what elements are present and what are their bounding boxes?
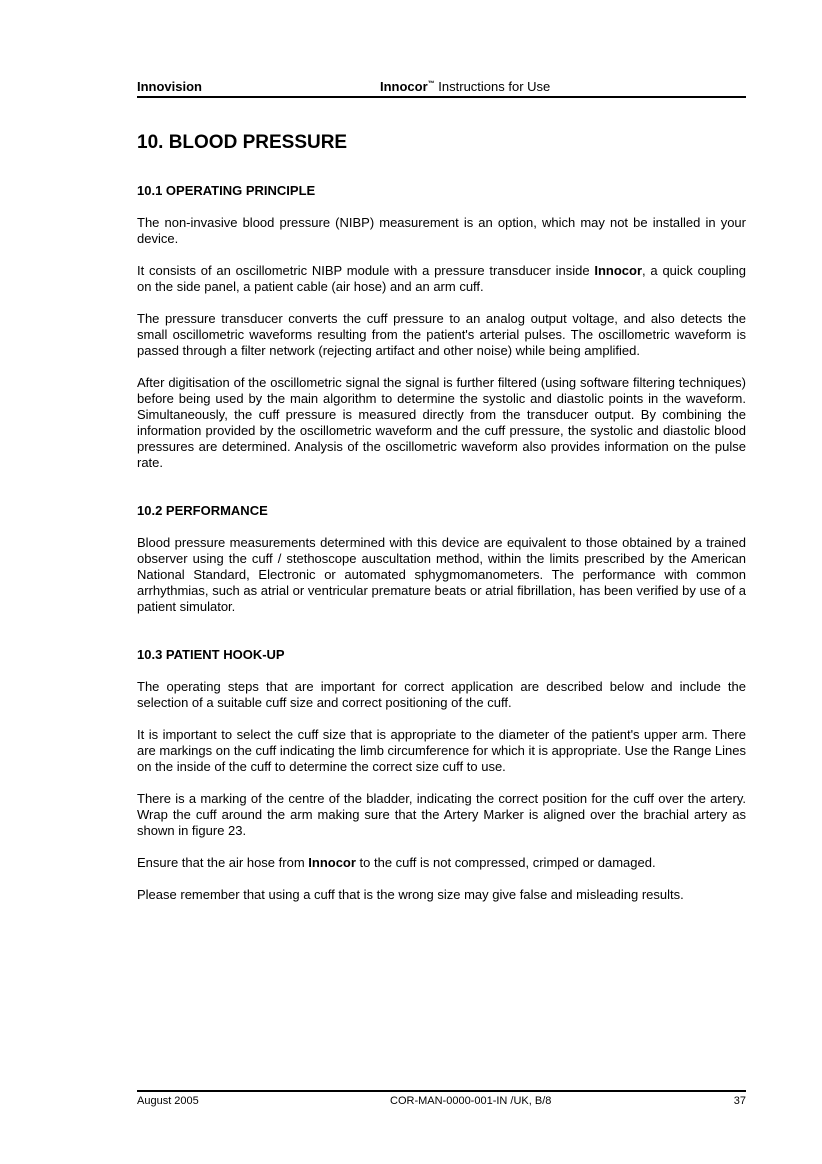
document-title xyxy=(380,79,550,94)
section-heading-patient-hook-up: 10.3 PATIENT HOOK-UP xyxy=(137,647,285,662)
document-title-suffix: Instructions for Use xyxy=(434,79,551,94)
page-footer xyxy=(137,1090,746,1108)
footer-document-number: COR-MAN-0000-001-IN /UK, B/8 xyxy=(390,1095,552,1107)
paragraph: It consists of an oscillometric NIBP module with a pressure transducer inside Innocor, a quick coupling on the side panel, a patient cable (air hose) and an arm cuff. xyxy=(137,263,746,294)
section-heading-operating-principle: 10.1 OPERATING PRINCIPLE xyxy=(137,183,316,198)
page-header xyxy=(137,78,746,98)
paragraph: The pressure transducer converts the cuff pressure to an analog output voltage, and also detects the small oscillometric waveforms resulting from the patient's arterial pulses. The oscillometric waveform is passed through a filter network (rejecting artifact and other noise) while being amplified. xyxy=(137,311,746,358)
paragraph: The non-invasive blood pressure (NIBP) measurement is an option, which may not be installed in your device. xyxy=(137,215,746,246)
paragraph: Please remember that using a cuff that is the wrong size may give false and misleading results. xyxy=(137,887,684,902)
product-name-inline: Innocor xyxy=(308,855,356,870)
paragraph: Ensure that the air hose from Innocor to the cuff is not compressed, crimped or damaged. xyxy=(137,855,656,870)
paragraph: The operating steps that are important for correct application are described below and include the selection of a suitable cuff size and correct positioning of the cuff. xyxy=(137,679,746,710)
paragraph: There is a marking of the centre of the bladder, indicating the correct position for the cuff over the artery. Wrap the cuff around the arm making sure that the Artery Marker is aligned over the brachial artery as shown in figure 23. xyxy=(137,791,746,838)
footer-date: August 2005 xyxy=(137,1095,199,1107)
product-name-inline: Innocor xyxy=(594,263,643,278)
paragraph: It is important to select the cuff size that is appropriate to the diameter of the patient's upper arm. There are markings on the cuff indicating the limb circumference for which it is appropriate. Use the Range Lines on the inside of the cuff to determine the correct size cuff to use. xyxy=(137,727,746,774)
product-name: Innocor xyxy=(380,79,428,94)
trademark-symbol: ™ xyxy=(427,80,435,88)
paragraph: Blood pressure measurements determined with this device are equivalent to those obtained by a trained observer using the cuff / stethoscope auscultation method, within the limits prescribed by the American National Standard, Electronic or automated sphygmomanometers. The performance with common arrhythmias, such as atrial or ventricular premature beats or atrial fibrillation, has been verified by use of a patient simulator. xyxy=(137,535,746,614)
paragraph: After digitisation of the oscillometric signal the signal is further filtered (using software filtering techniques) before being used by the main algorithm to determine the systolic and diastolic points in the waveform. Simultaneously, the cuff pressure is measured directly from the transducer output. By combining the information provided by the oscillometric waveform and the cuff pressure, the systolic and diastolic blood pressures are determined. Analysis of the oscillometric waveform also provides information on the pulse rate. xyxy=(137,375,746,470)
section-heading-performance: 10.2 PERFORMANCE xyxy=(137,503,268,518)
chapter-title: 10. BLOOD PRESSURE xyxy=(137,132,348,153)
page-content xyxy=(137,130,746,903)
footer-page-number: 37 xyxy=(733,1095,746,1107)
company-name: Innovision xyxy=(137,79,202,94)
